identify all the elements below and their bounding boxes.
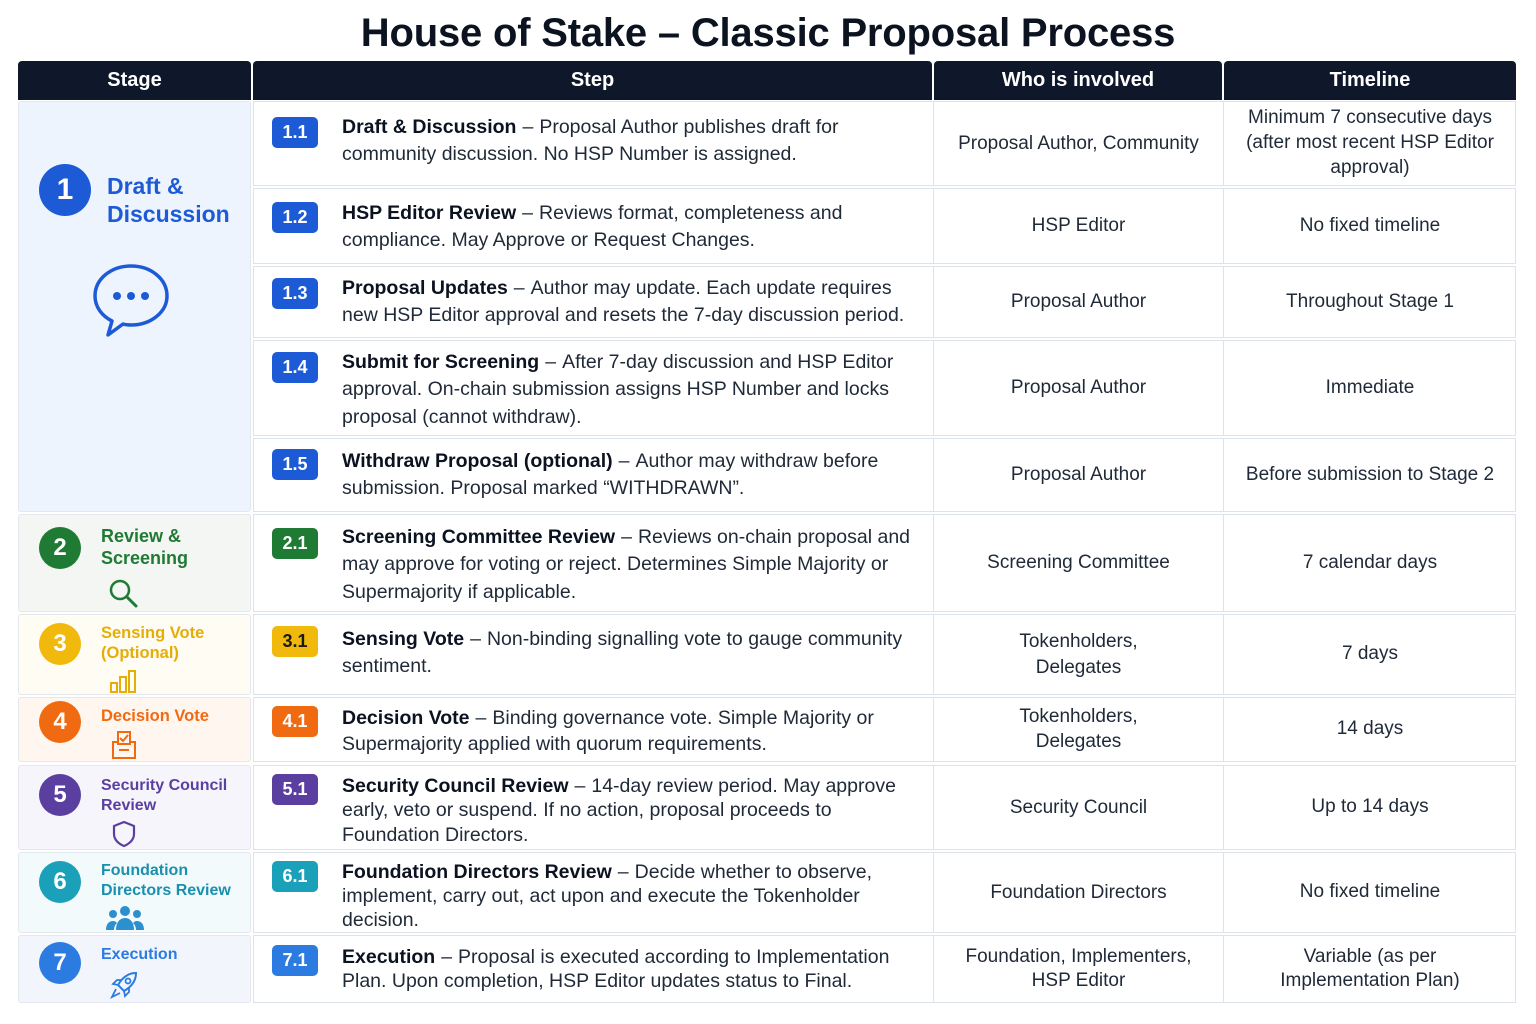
timeline-cell: Up to 14 days — [1311, 796, 1429, 818]
step-title: HSP Editor Review — [342, 202, 517, 224]
step-text — [342, 200, 923, 255]
table-row-3-1 — [253, 614, 1516, 695]
step-separator: – — [618, 450, 630, 472]
table-row-1-4 — [253, 340, 1516, 436]
shield-icon — [111, 820, 137, 848]
step-text — [342, 275, 923, 330]
stage-2-cell — [18, 514, 251, 612]
step-text — [342, 861, 923, 932]
step-cell — [254, 189, 934, 263]
step-cell — [254, 439, 934, 511]
who-cell: Foundation Directors — [934, 853, 1224, 932]
stage-label — [101, 623, 204, 663]
step-title: Security Council Review — [342, 775, 569, 797]
table-row-1-5 — [253, 438, 1516, 512]
step-description: Proposal Author publishes draft for community discussion. No HSP Number is assigned. — [342, 116, 839, 166]
people-icon — [105, 903, 145, 931]
table-row-1-2 — [253, 188, 1516, 264]
step-badge: 1.5 — [272, 449, 318, 480]
stage-number-badge: 6 — [39, 861, 81, 903]
ballot-box-icon — [111, 730, 137, 760]
step-separator: – — [574, 775, 586, 797]
step-description: Proposal is executed according to Implementation Plan. Upon completion, HSP Editor updates status to Final. — [342, 946, 890, 993]
step-badge: 2.1 — [272, 528, 318, 559]
magnifier-icon — [107, 577, 139, 609]
step-cell — [254, 515, 934, 611]
step-cell — [254, 615, 934, 694]
step-description: Binding governance vote. Simple Majority or Supermajority applied with quorum requirements. — [342, 707, 874, 755]
table-row-5-1 — [253, 765, 1516, 850]
timeline-cell: Variable (as per Implementation Plan) — [1280, 946, 1460, 991]
step-badge: 3.1 — [272, 626, 318, 657]
stage-label-line2: Directors Review — [101, 881, 231, 899]
stage-number-badge: 3 — [39, 623, 81, 665]
column-header-step: Step — [253, 61, 932, 100]
stage-number-badge: 5 — [39, 774, 81, 816]
step-separator: – — [522, 116, 534, 138]
step-separator: – — [545, 351, 557, 373]
stage-label-line2: Discussion — [107, 201, 230, 228]
step-title: Submit for Screening — [342, 351, 540, 373]
stage-label-line1: Security Council — [101, 777, 228, 794]
stage-number-badge: 1 — [39, 164, 91, 216]
step-description: Non-binding signalling vote to gauge community sentiment. — [342, 628, 903, 678]
table-row-7-1 — [253, 935, 1516, 1003]
table-row-4-1 — [253, 697, 1516, 762]
step-text — [342, 626, 923, 681]
step-separator: – — [441, 946, 453, 968]
step-text — [342, 114, 923, 169]
stage-label — [101, 776, 227, 815]
step-separator: – — [475, 707, 487, 729]
stage-label-line1: Draft & — [107, 173, 184, 199]
timeline-cell: Throughout Stage 1 — [1286, 290, 1454, 312]
step-separator: – — [621, 526, 632, 548]
step-text — [342, 349, 923, 431]
step-title: Proposal Updates — [342, 277, 508, 299]
stage-1-cell — [18, 101, 251, 512]
stage-number-badge: 7 — [39, 942, 81, 984]
step-separator: – — [522, 202, 533, 224]
step-badge: 5.1 — [272, 774, 318, 805]
table-row-1-1 — [253, 101, 1516, 186]
stage-label — [101, 945, 177, 965]
column-header-stage: Stage — [18, 61, 251, 100]
table-row-6-1 — [253, 852, 1516, 933]
who-cell: Security Council — [934, 766, 1224, 849]
stage-number-badge: 4 — [39, 701, 81, 743]
step-title: Screening Committee Review — [342, 526, 616, 548]
step-badge: 7.1 — [272, 945, 318, 976]
step-badge: 1.1 — [272, 117, 318, 148]
stage-label-line1: Sensing Vote — [101, 624, 205, 642]
step-description: 14-day review period. May approve early, veto or suspend. If no action, proposal proceeds to Foundation Directors. — [342, 775, 896, 846]
stage-6-cell — [18, 852, 251, 933]
step-title: Withdraw Proposal (optional) — [342, 450, 613, 472]
stage-label-line1: Foundation — [101, 862, 189, 879]
step-title: Decision Vote — [342, 707, 470, 729]
step-text — [342, 706, 923, 757]
rocket-icon — [109, 970, 139, 1000]
who-cell: Proposal Author — [934, 267, 1224, 337]
stage-label-line1: Decision Vote — [101, 707, 209, 725]
step-title: Execution — [342, 946, 436, 968]
stage-label-line1: Execution — [101, 946, 178, 963]
step-cell — [254, 341, 934, 435]
who-cell: Proposal Author — [934, 439, 1224, 511]
column-header-timeline: Timeline — [1224, 61, 1516, 100]
column-header-who: Who is involved — [934, 61, 1222, 100]
step-cell — [254, 936, 934, 1002]
step-title: Foundation Directors Review — [342, 861, 612, 883]
who-cell: HSP Editor — [934, 189, 1224, 263]
who-cell: Screening Committee — [934, 515, 1224, 611]
timeline-cell: No fixed timeline — [1299, 881, 1441, 903]
step-text — [342, 945, 923, 994]
stage-7-cell — [18, 935, 251, 1003]
who-cell: Tokenholders, Delegates — [934, 698, 1224, 761]
step-description: Author may update. Each update requires new HSP Editor approval and resets the 7-day discussion period. — [342, 277, 905, 327]
stage-label — [101, 526, 188, 570]
step-cell — [254, 766, 934, 849]
table-row-1-3 — [253, 266, 1516, 338]
chat-bubble-icon — [91, 260, 171, 340]
who-cell: Tokenholders, Delegates — [934, 615, 1224, 694]
step-description: Author may withdraw before submission. Proposal marked “WITHDRAWN”. — [342, 450, 879, 500]
timeline-cell: Before submission to Stage 2 — [1245, 463, 1495, 485]
step-text — [342, 774, 923, 847]
step-title: Draft & Discussion — [342, 116, 517, 138]
step-separator: – — [617, 861, 629, 883]
timeline-cell: 7 days — [1342, 643, 1398, 665]
stage-label — [101, 861, 231, 900]
step-cell — [254, 102, 934, 185]
step-description: Decide whether to observe, implement, carry out, act upon and execute the Tokenholder decision. — [342, 861, 873, 931]
timeline-cell: Minimum 7 consecutive days (after most recent HSP Editor approval) — [1246, 107, 1494, 178]
table-row-2-1 — [253, 514, 1516, 612]
step-cell — [254, 853, 934, 932]
step-cell — [254, 698, 934, 761]
stage-label — [107, 172, 230, 228]
stage-number-badge: 2 — [39, 527, 81, 569]
step-cell — [254, 267, 934, 337]
stage-3-cell — [18, 614, 251, 695]
who-cell: Proposal Author, Community — [934, 102, 1224, 185]
step-badge: 1.2 — [272, 202, 318, 233]
bar-chart-icon — [109, 669, 139, 693]
step-separator: – — [513, 277, 525, 299]
step-badge: 4.1 — [272, 706, 318, 737]
timeline-cell: 7 calendar days — [1302, 551, 1438, 573]
timeline-cell: No fixed timeline — [1299, 214, 1441, 236]
page-title: House of Stake – Classic Proposal Process — [360, 11, 1176, 55]
stage-label-line2: (Optional) — [101, 644, 179, 663]
step-text — [342, 448, 923, 503]
stage-label-line1: Review & — [101, 526, 182, 546]
step-title: Sensing Vote — [342, 628, 465, 650]
stage-label-line2: Screening — [101, 547, 189, 568]
stage-label-line2: Review — [101, 796, 157, 814]
timeline-cell: 14 days — [1336, 718, 1404, 740]
step-badge: 6.1 — [272, 861, 318, 892]
step-description: Reviews on-chain proposal and may approve for voting or reject. Determines Simple Majority or Supermajority if applicable. — [342, 526, 911, 603]
timeline-cell: Immediate — [1325, 376, 1415, 398]
step-separator: – — [470, 628, 481, 650]
stage-5-cell — [18, 765, 251, 850]
step-text — [342, 524, 923, 606]
who-cell: Proposal Author — [934, 341, 1224, 435]
step-badge: 1.4 — [272, 352, 318, 383]
stage-4-cell — [18, 697, 251, 762]
step-description: After 7-day discussion and HSP Editor approval. On-chain submission assigns HSP Number and locks proposal (cannot withdraw). — [342, 351, 894, 428]
stage-label — [101, 706, 209, 726]
step-description: Reviews format, completeness and compliance. May Approve or Request Changes. — [342, 202, 843, 252]
who-cell: Foundation, Implementers, HSP Editor — [934, 936, 1224, 1002]
step-badge: 1.3 — [272, 278, 318, 309]
